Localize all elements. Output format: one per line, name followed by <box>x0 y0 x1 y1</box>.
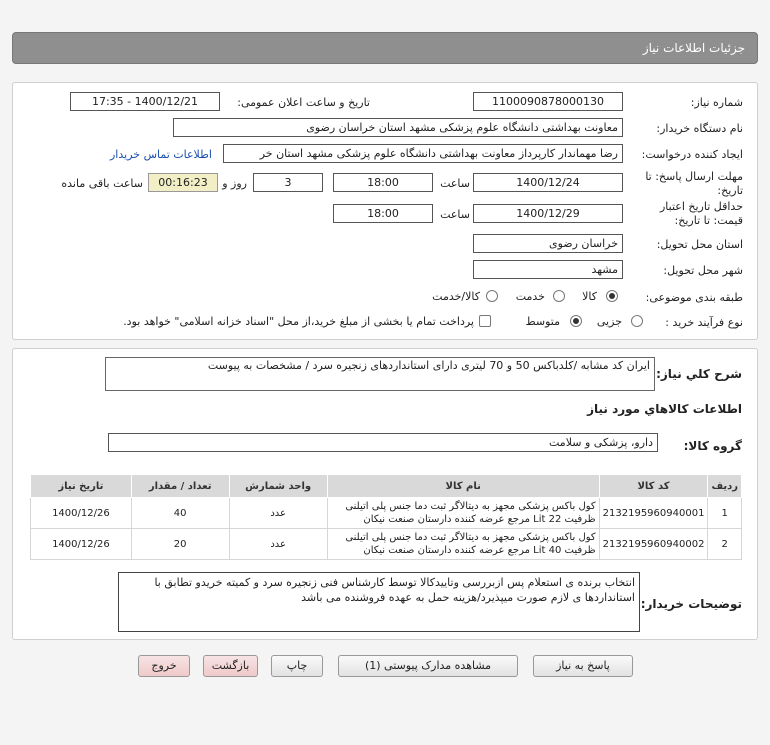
table-header-row <box>31 475 742 498</box>
process-option-medium: متوسط <box>525 315 560 328</box>
summary-field: ایران کد مشابه /کلدباکس 50 و 70 لیتری دارای استانداردهای زنجیره سرد / مشخصات به پیوست <box>105 357 655 391</box>
creator-field: رضا مهماندار کارپرداز معاونت بهداشتی دانشگاه علوم پزشکی مشهد استان خر <box>223 144 623 163</box>
page-title: جزئیات اطلاعات نیاز <box>642 41 745 55</box>
buyer-field: معاونت بهداشتی دانشگاه علوم پزشکی مشهد استان خراسان رضوی <box>173 118 623 137</box>
col-date: تاریخ نیاز <box>31 475 132 498</box>
print-button[interactable]: چاپ <box>271 655 323 677</box>
col-code: کد کالا <box>599 475 708 498</box>
buyer-notes-field: انتخاب برنده ی استعلام پس ازبررسی وتاییدکالا توسط کارشناس فنی زنجیره سرد و کمیته خریدو تطابق با استانداردها ی لازم صورت میپذیرد/هزینه حمل به عهده فروشنده می باشد <box>118 572 640 632</box>
deadline-label: مهلت ارسال پاسخ: تا تاریخ: <box>645 170 743 197</box>
process-radio-minor[interactable] <box>631 315 643 327</box>
goods-group-field: دارو، پزشکی و سلامت <box>108 433 658 452</box>
creator-label: ایجاد کننده درخواست: <box>641 148 743 161</box>
city-label: شهر محل تحویل: <box>663 264 743 277</box>
buyer-label: نام دستگاه خریدار: <box>656 122 743 135</box>
exit-button[interactable]: خروج <box>138 655 190 677</box>
process-radio-medium[interactable] <box>570 315 582 327</box>
validity-time-field: 18:00 <box>333 204 433 223</box>
deadline-time-label: ساعت <box>440 177 470 190</box>
announce-label: تاریخ و ساعت اعلان عمومی: <box>237 96 370 109</box>
category-option-goods: کالا <box>582 290 597 303</box>
row-number: 2 <box>708 529 742 560</box>
item-name: کول باکس پزشکی مجهز به دیتالاگر ثبت دما جنس پلی اتیلنی ظرفیت Lit 22 مرجع عرضه کننده دارستان صنعت نیکان <box>327 498 599 529</box>
category-label: طبقه بندی موضوعی: <box>645 291 743 304</box>
category-option-goods-service: کالا/خدمت <box>432 290 480 303</box>
reply-button[interactable]: پاسخ به نیاز <box>533 655 633 677</box>
validity-date-field: 1400/12/29 <box>473 204 623 223</box>
col-name: نام کالا <box>327 475 599 498</box>
remaining-label: ساعت باقی مانده <box>61 177 143 190</box>
item-date: 1400/12/26 <box>31 498 132 529</box>
col-row: ردیف <box>708 475 742 498</box>
province-field: خراسان رضوی <box>473 234 623 253</box>
goods-section-title: اطلاعات کالاهاي مورد نياز <box>587 402 742 416</box>
city-field: مشهد <box>473 260 623 279</box>
announce-field: 1400/12/21 - 17:35 <box>70 92 220 111</box>
item-date: 1400/12/26 <box>31 529 132 560</box>
contact-link[interactable]: اطلاعات تماس خریدار <box>110 148 212 161</box>
goods-table <box>30 474 742 560</box>
validity-label: حداقل تاریخ اعتبار قیمت: تا تاریخ: <box>659 200 743 227</box>
process-option-minor: جزیی <box>596 315 622 328</box>
item-qty: 40 <box>131 498 229 529</box>
payment-note: پرداخت تمام یا بخشی از مبلغ خرید،از محل "اسناد خزانه اسلامی" خواهد بود. <box>123 315 474 328</box>
days-field: 3 <box>253 173 323 192</box>
item-unit: عدد <box>229 529 327 560</box>
deadline-time-field: 18:00 <box>333 173 433 192</box>
goods-group-label: گروه کالا: <box>683 439 742 453</box>
buyer-notes-label: توضیحات خریدار: <box>640 597 742 611</box>
remaining-time-field: 00:16:23 <box>148 173 218 192</box>
item-qty: 20 <box>131 529 229 560</box>
item-unit: عدد <box>229 498 327 529</box>
category-option-service: خدمت <box>515 290 545 303</box>
days-label: روز و <box>222 177 247 190</box>
page-header <box>12 32 758 64</box>
item-name: کول باکس پزشکی مجهز به دیتالاگر ثبت دما جنس پلی اتیلنی ظرفیت Lit 40 مرجع عرضه کننده دارستان صنعت نیکان <box>327 529 599 560</box>
deadline-date-field: 1400/12/24 <box>473 173 623 192</box>
item-code: 2132195960940001 <box>599 498 708 529</box>
category-radio-goods-service[interactable] <box>486 290 498 302</box>
process-label: نوع فرآیند خرید : <box>665 316 743 329</box>
table-row <box>31 498 742 529</box>
province-label: استان محل تحویل: <box>656 238 743 251</box>
col-qty: تعداد / مقدار <box>131 475 229 498</box>
col-unit: واحد شمارش <box>229 475 327 498</box>
treasury-checkbox[interactable] <box>479 315 491 327</box>
back-button[interactable]: بازگشت <box>203 655 258 677</box>
table-row <box>31 529 742 560</box>
category-radio-goods[interactable] <box>606 290 618 302</box>
item-code: 2132195960940002 <box>599 529 708 560</box>
category-radio-service[interactable] <box>553 290 565 302</box>
need-number-label: شماره نیاز: <box>690 96 743 109</box>
row-number: 1 <box>708 498 742 529</box>
need-number-field: 1100090878000130 <box>473 92 623 111</box>
attachments-button[interactable]: مشاهده مدارک پیوستی (1) <box>338 655 518 677</box>
summary-label: شرح کلي نياز: <box>656 367 742 381</box>
validity-time-label: ساعت <box>440 208 470 221</box>
